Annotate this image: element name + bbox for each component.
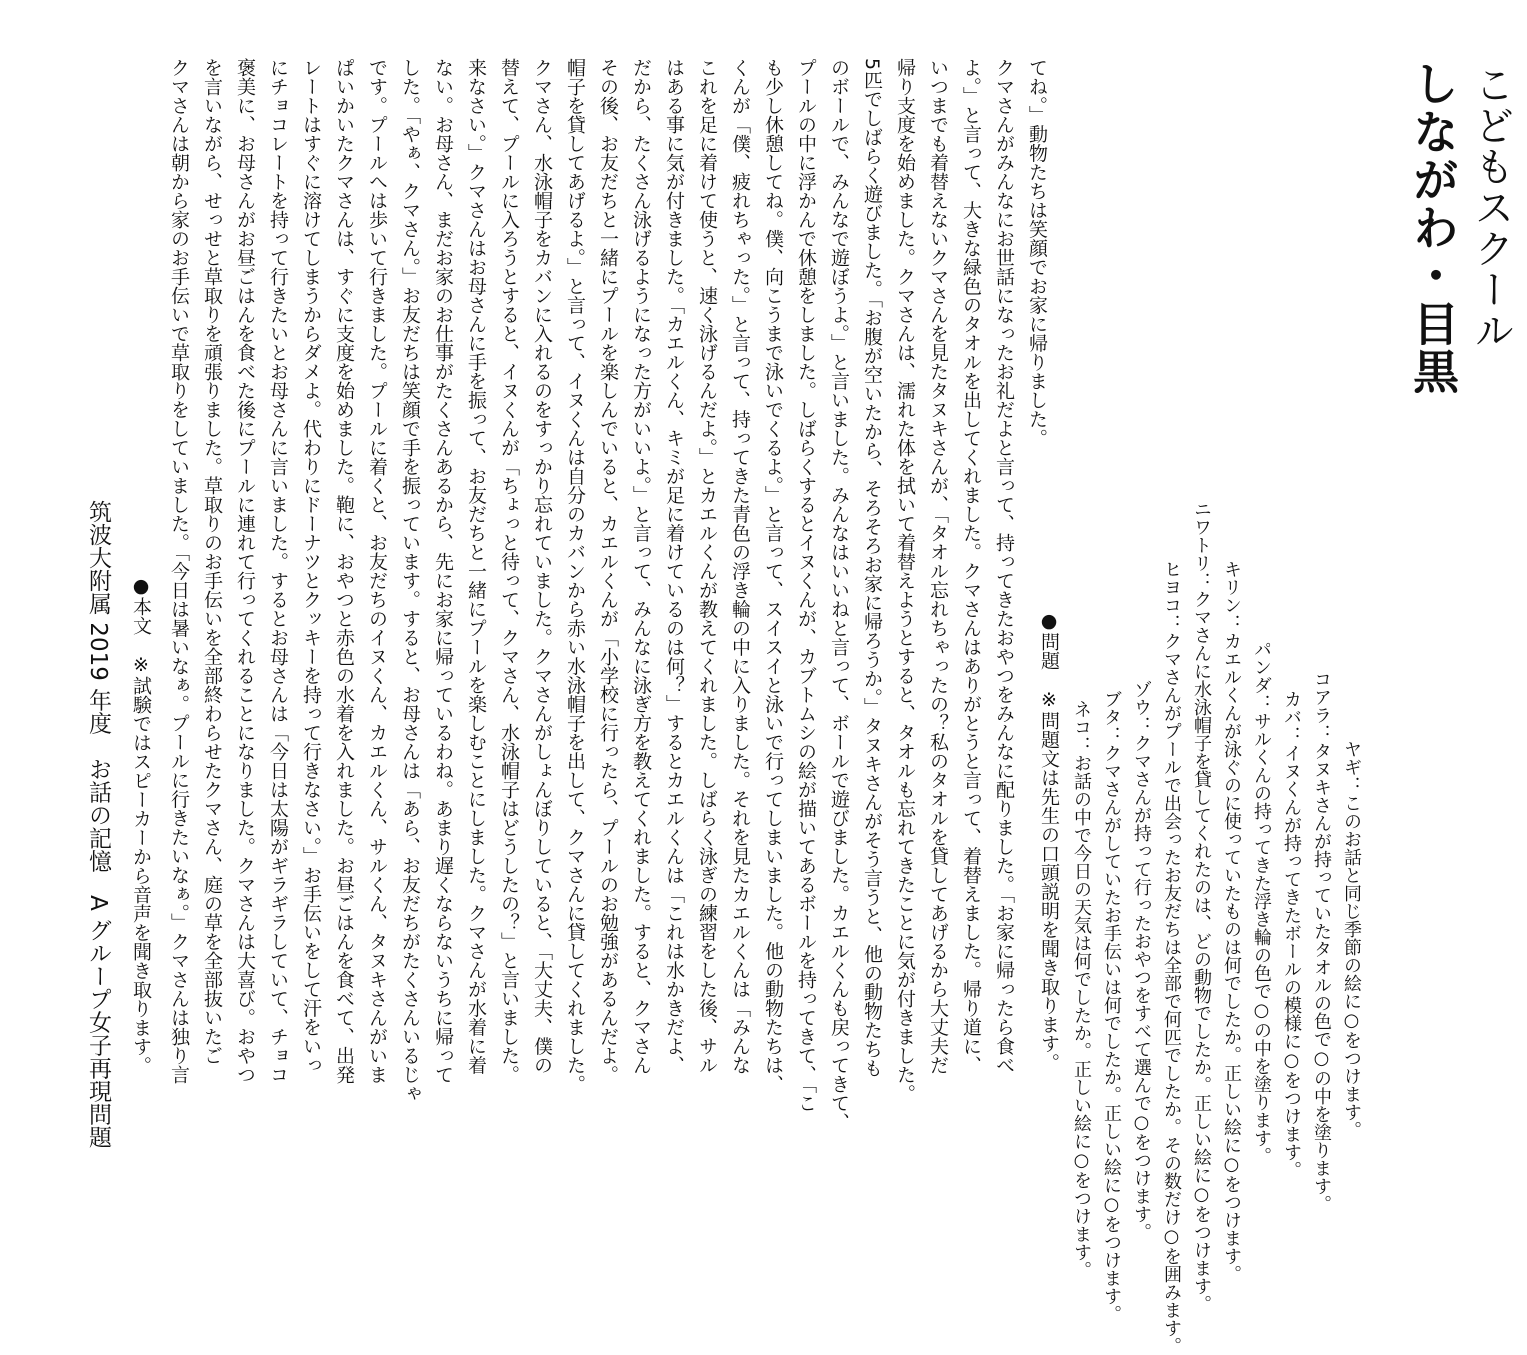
question-item: ブタ：クマさんがしていたお手伝いは何でしたか。正しい絵に○をつけます。 (1101, 690, 1122, 1323)
question-item: パンダ：サルくんの持ってきた浮き輪の色で○の中を塗ります。 (1251, 640, 1272, 1165)
story-line: 褒美に、お母さんがお昼ごはんを食べた後にプールに連れて行ってくれることになりました。クマさんは大喜び。おやつ (234, 58, 256, 1084)
question-item: ニワトリ：クマさんに水泳帽子を貸してくれたのは、どの動物でしたか。正しい絵に○をつけます。 (1191, 500, 1212, 1313)
question-item: ヤギ：このお話と同じ季節の絵に○をつけます。 (1341, 740, 1362, 1139)
story-line: にチョコレートを持って行きたいとお母さんに言いました。するとお母さんは「今日は太陽がギラギラしていて、チョコ (267, 58, 289, 1084)
question-item: キリン：カエルくんが泳ぐのに使っていたものは何でしたか。正しい絵に○をつけます。 (1221, 560, 1242, 1283)
question-item: ゾウ：クマさんが持って行ったおやつをすべて選んで○をつけます。 (1131, 680, 1152, 1241)
story-line: も少し休憩してね。僕、向こうまで泳いでくるよ。」と言って、スイスイと泳いで行ってしまいました。他の動物たちは、 (762, 58, 784, 1094)
story-line: よ。」と言って、大きな緑色のタオルを出してくれました。クマさんはありがとうと言って、着替えました。帰り道に、 (960, 58, 982, 1075)
story-line: レートはすぐに溶けてしまうからダメよ。代わりにドーナツとクッキーを持って行きなさい。」お手伝いをして汗をいっ (300, 58, 322, 1075)
story-line: クマさんは朝から家のお手伝いで草取りをしていました。「今日は暑いなぁ。プールに行きたいなぁ。」クマさんは独り言 (168, 58, 190, 1084)
story-line: のボールで、みんなで遊ぼうよ。」と言いました。みんなはいいねと言って、ボールで遊びました。カエルくんも戻ってきて、 (828, 58, 850, 1132)
story-line: 来なさい。」クマさんはお母さんに手を振って、お友だちと一緒にプールを楽しむことにしました。クマさんが水着に着 (465, 58, 487, 1075)
story-line: 帽子を貸してあげるよ。」と言って、イヌくんは自分のカバンから赤い水泳帽子を出して、クマさんに貸してくれました。 (564, 58, 586, 1094)
story-heading: ●本文 ※試験ではスピーカーから音声を聞き取ります。 (130, 575, 152, 1075)
story-line: です。プールへは歩いて行きました。プールに着くと、お友だちのイヌくん、カエルくん、サルくん、タヌキさんがいま (366, 58, 388, 1084)
story-line: した。「やぁ、クマさん。」お友だちは笑顔で手を振っています。すると、お母さんは「あら、お友だちがたくさんいるじゃ (399, 58, 421, 1103)
question-item: カバ：イヌくんが持ってきたボールの模様に○をつけます。 (1281, 690, 1302, 1179)
story-line: だから、たくさん泳げるようになった方がいいよ。」と言って、みんなに泳ぎ方を教えてくれました。すると、クマさん (630, 58, 652, 1075)
story-line: クマさん、水泳帽子をカバンに入れるのをすっかり忘れていました。クマさんがしょんぼりしていると、「大丈夫、僕の (531, 58, 553, 1075)
story-line: ぱいかいたクマさんは、すぐに支度を始めました。鞄に、おやつと赤色の水着を入れました。お昼ごはんを食べて、出発 (333, 58, 355, 1084)
story-line: これを足に着けて使うと、速く泳げるんだよ。」とカエルくんが教えてくれました。しばらく泳ぎの練習をした後、サル (696, 58, 718, 1075)
story-line: 5匹でしばらく遊びました。「お腹が空いたから、そろそろお家に帰ろうか。」タヌキさんがそう言うと、他の動物たちも (861, 58, 883, 1078)
story-line: てね。」動物たちは笑顔でお家に帰りました。 (1026, 58, 1048, 448)
question-item: ヒヨコ：クマさんがプールで出会ったお友だちは全部で何匹でしたか。その数だけ○を囲みます。 (1161, 560, 1182, 1355)
story-line: 帰り支度を始めました。クマさんは、濡れた体を拭いて着替えようとすると、タオルも忘れてきたことに気が付きました。 (894, 58, 916, 1103)
questions-heading: ●問題 ※問題文は先生の口頭説明を聞き取ります。 (1038, 610, 1060, 1072)
story-line: ない。お母さん、まだお家のお仕事がたくさんあるから、先にお家に帰っているわね。あまり遅くならないうちに帰って (432, 58, 454, 1084)
story-line: いつまでも着替えないクマさんを見たタヌキさんが、「タオル忘れちゃったの？私のタオルを貸してあげるから大丈夫だ (927, 58, 949, 1075)
story-line: その後、お友だちと一緒にプールを楽しんでいると、カエルくんが「小学校に行ったら、プールのお勉強があるんだよ。 (597, 58, 619, 1084)
story-line: を言いながら、せっせと草取りを頑張りました。草取りのお手伝いを全部終わらせたクマさん、庭の草を全部抜いたご (201, 58, 223, 1065)
story-line: はある事に気が付きました。「カエルくん、キミが足に着けているのは何？」するとカエルくんは「これは水かきだよ、 (663, 58, 685, 1075)
brand-line-2: こどもスクール (1468, 64, 1514, 351)
story-line: クマさんがみんなにお世話になったお礼だよと言って、持ってきたおやつをみんなに配りました。「お家に帰ったら食べ (993, 58, 1015, 1075)
story-line: プールの中に浮かんで休憩をしました。しばらくするとイヌくんが、カブトムシの絵が描いてあるボールを持ってきて、「こ (795, 58, 817, 1113)
question-item: コアラ：タヌキさんが持っていたタオルの色で○の中を塗ります。 (1311, 670, 1332, 1213)
question-item: ネコ：お話の中で今日の天気は何でしたか。正しい絵に○をつけます。 (1071, 700, 1092, 1279)
brand-line-1: しながわ・目黒 (1406, 60, 1460, 396)
story-line: 替えて、プールに入ろうとすると、イヌくんが「ちょっと待って、クマさん、水泳帽子はどうしたの？」と言いました。 (498, 58, 520, 1084)
page-title: 筑波大附属 2019 年度 お話の記憶 A グループ女子再現問題 (85, 500, 111, 1149)
brand-logo (1370, 60, 1514, 396)
story-line: くんが「僕、疲れちゃった。」と言って、持ってきた青色の浮き輪の中に入りました。それを見たカエルくんは「みんな (729, 58, 751, 1075)
